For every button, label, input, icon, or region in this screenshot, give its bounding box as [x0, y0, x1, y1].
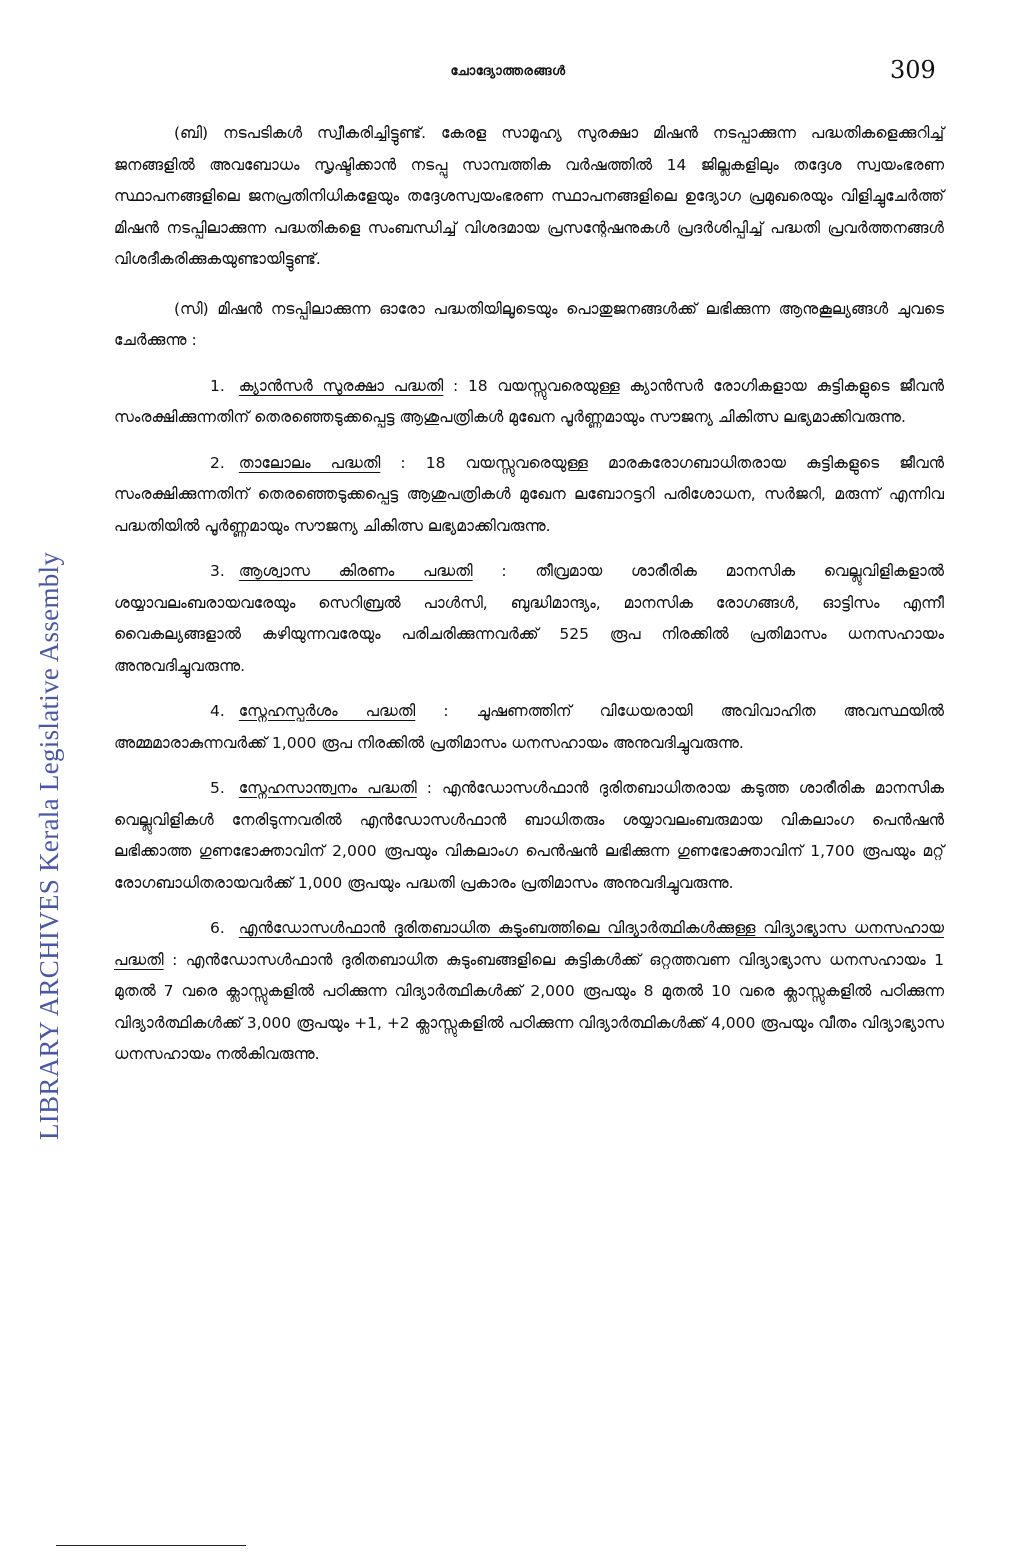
scheme-name: ആശ്വാസ കിരണം പദ്ധതി [238, 562, 473, 580]
answer-part-b: (ബി) നടപടികൾ സ്വീകരിച്ചിട്ടുണ്ട്. കേരള സാമൂഹ്യ സുരക്ഷാ മിഷൻ നടപ്പാക്കുന്ന പദ്ധതികളെക്കുറിച്ച് ജനങ്ങളിൽ അവബോധം സൃഷ്ടിക്കാൻ നടപ്പു സാമ്പത്തിക വർഷത്തിൽ 14 ജില്ലകളിലും തദ്ദേശ സ്വയംഭരണ സ്ഥാപനങ്ങളിലെ ജനപ്രതിനിധികളേയും തദ്ദേശസ്വയംഭരണ സ്ഥാപനങ്ങളിലെ ഉദ്യോഗ പ്രമുഖരെയും വിളിച്ചുചേർത്ത് മിഷൻ നടപ്പിലാക്കുന്ന പദ്ധതികളെ സംബന്ധിച്ച് വിശദമായ പ്രസന്റേഷനുകൾ പ്രദർശിപ്പിച്ച് പദ്ധതി പ്രവർത്തനങ്ങൾ വിശദീകരിക്കുകയുണ്ടായിട്ടുണ്ട്. [114, 124, 944, 268]
scheme-description: : തീവ്രമായ ശാരീരിക മാനസിക വെല്ലുവിളികളാൽ ശയ്യാവലംബരായവരേയും സെറിബ്രൽ പാൾസി, ബുദ്ധിമാന്ദ്യം, മാനസിക രോഗങ്ങൾ, ഓട്ടിസം എന്നീ വൈകല്യങ്ങളാൽ കഴിയുന്നവരേയും പരിചരിക്കുന്നവർക്ക് 525 രൂപ നിരക്കിൽ പ്രതിമാസം ധനസഹായം അനുവദിച്ചുവരുന്നു. [114, 562, 945, 675]
scheme-description: : എൻഡോസൾഫാൻ ദുരിതബാധിതരായ കടുത്ത ശാരീരിക മാനസിക വെല്ലുവിളികൾ നേരിടുന്നവരിൽ എൻഡോസൾഫാൻ ബാധിതരും ശയ്യാവലംബരുമായ വികലാംഗ പെൻഷൻ ലഭിക്കാത്ത ഗുണഭോക്താവിന് 2,000 രൂപയും വികലാംഗ പെൻഷൻ ലഭിക്കുന്ന ഗുണഭോക്താവിന് 1,700 രൂപയും മറ്റ് രോഗബാധിതരായവർക്ക് 1,000 രൂപയും പദ്ധതി പ്രകാരം പ്രതിമാസം അനുവദിച്ചുവരുന്നു. [114, 779, 944, 892]
scheme-name: സ്നേഹസ്പർശം പദ്ധതി [238, 702, 416, 720]
scheme-name: താലോലം പദ്ധതി [238, 453, 381, 472]
scheme-item [114, 773, 944, 899]
scheme-number: 6. [210, 919, 225, 937]
scheme-item [114, 448, 944, 543]
scheme-description: : 18 വയസ്സുവരെയുള്ള ക്യാൻസർ രോഗികളായ കുട്ടികളുടെ ജീവൻ സംരക്ഷിക്കുന്നതിന് തെരഞ്ഞെടുക്കപ്പെട്ട ആശുപത്രികൾ മുഖേന പൂർണ്ണമായും സൗജന്യ ചികിത്സ ലഭ്യമാക്കിവരുന്നു. [114, 376, 944, 426]
answer-part-c: (സി) മിഷൻ നടപ്പിലാക്കുന്ന ഓരോ പദ്ധതിയിലൂടെയും പൊതുജനങ്ങൾക്ക് ലഭിക്കുന്ന ആനുകൂല്യങ്ങൾ ചുവടെ ചേർക്കുന്നു : [114, 299, 944, 349]
scheme-name: ക്യാൻസർ സുരക്ഷാ പദ്ധതി [238, 376, 444, 395]
scheme-item [114, 556, 944, 682]
scheme-number: 2. [210, 453, 225, 472]
scheme-description: : എൻഡോസൾഫാൻ ദുരിതബാധിത കുടുംബങ്ങളിലെ കുട്ടികൾക്ക് ഒറ്റത്തവണ വിദ്യാഭ്യാസ ധനസഹായം 1 മുതൽ 7 വരെ ക്ലാസ്സുകളിൽ പഠിക്കുന്ന വിദ്യാർത്ഥികൾക്ക് 2,000 രൂപയും 8 മുതൽ 10 വരെ ക്ലാസ്സുകളിൽ പഠിക്കുന്ന വിദ്യാർത്ഥികൾക്ക് 3,000 രൂപയും +1, +2 ക്ലാസ്സുകളിൽ പഠിക്കുന്ന വിദ്യാർത്ഥികൾക്ക് 4,000 രൂപയും വീതം വിദ്യാഭ്യാസ ധനസഹായം നൽകിവരുന്നു. [114, 950, 944, 1063]
scheme-description: : ചൂഷണത്തിന് വിധേയരായി അവിവാഹിത അവസ്ഥയിൽ അമ്മമാരാകുന്നവർക്ക് 1,000 രൂപ നിരക്കിൽ പ്രതിമാസം ധനസഹായം അനുവദിച്ചുവരുന്നു. [114, 702, 944, 752]
scheme-item [114, 913, 944, 1071]
scheme-number: 3. [210, 562, 225, 580]
scheme-item [114, 696, 944, 759]
scheme-description: : 18 വയസ്സുവരെയുള്ള മാരകരോഗബാധിതരായ കുട്ടികളുടെ ജീവൻ സംരക്ഷിക്കുന്നതിന് തെരഞ്ഞെടുക്കപ്പെട്ട ആശുപത്രികൾ മുഖേന ലബോറട്ടറി പരിശോധന, സർജറി, മരുന്ന് എന്നിവ പദ്ധതിയിൽ പൂർണ്ണമായും സൗജന്യ ചികിത്സ ലഭ്യമാക്കിവരുന്നു. [114, 453, 944, 535]
footnote-divider [56, 1545, 246, 1546]
archive-watermark: LIBRARY ARCHIVES Kerala Legislative Assembly [34, 551, 64, 1140]
scheme-number: 5. [210, 779, 225, 797]
scheme-number: 4. [210, 702, 225, 720]
scheme-number: 1. [210, 376, 225, 395]
running-header: ചോദ്യോത്തരങ്ങൾ [450, 64, 566, 79]
page-number: 309 [890, 56, 936, 84]
scheme-name: സ്നേഹസാന്ത്വനം പദ്ധതി [238, 779, 417, 797]
scheme-name: എൻഡോസൾഫാൻ ദുരിതബാധിത കുടുംബത്തിലെ വിദ്യാർത്ഥികൾക്കുള്ള വിദ്യാഭ്യാസ ധനസഹായ പദ്ധതി [114, 919, 944, 969]
answer-body [114, 118, 944, 1071]
scheme-item [114, 371, 944, 434]
